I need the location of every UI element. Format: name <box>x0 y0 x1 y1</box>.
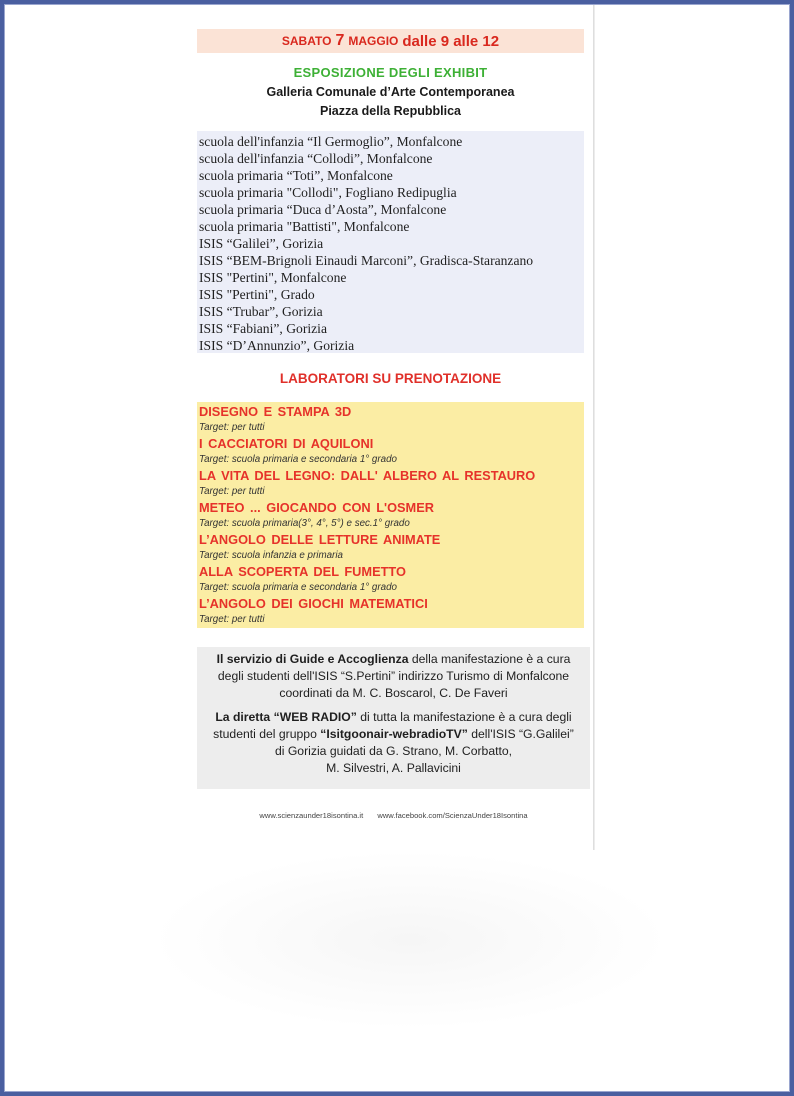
guides-line-3: coordinati da M. C. Boscarol, C. De Faveri <box>279 686 508 700</box>
school-item: scuola dell'infanzia “Il Germoglio”, Monfalcone <box>199 134 463 149</box>
website-link[interactable]: www.scienzaunder18isontina.it <box>259 811 364 820</box>
school-item: ISIS “Trubar”, Gorizia <box>199 304 323 319</box>
school-item: scuola dell'infanzia “Collodi”, Monfalcone <box>199 151 433 166</box>
school-item: ISIS “Galilei”, Gorizia <box>199 236 324 251</box>
radio-b1: “WEB RADIO” <box>273 710 357 724</box>
lab-name: METEO ... GIOCANDO CON L'OSMER <box>199 500 434 515</box>
exhibit-venue: Galleria Comunale d’Arte Contemporanea <box>266 85 515 99</box>
banner-number: 7 <box>335 32 345 49</box>
school-item: scuola primaria "Battisti", Monfalcone <box>199 219 410 234</box>
banner-time: dalle 9 alle 12 <box>402 32 500 50</box>
radio-line-3: di Gorizia guidati da G. Strano, M. Corbatto, <box>274 744 513 758</box>
radio-p3: studenti del gruppo <box>213 727 321 741</box>
radio-line-4: M. Silvestri, A. Pallavicini <box>326 761 461 775</box>
banner-month: MAGGIO <box>348 34 399 48</box>
lab-name: LA VITA DEL LEGNO: DALL' ALBERO AL RESTAURO <box>199 468 536 483</box>
lab-name: ALLA SCOPERTA DEL FUMETTO <box>199 564 406 579</box>
lab-target: Target: scuola primaria e secondaria 1° grado <box>199 454 397 465</box>
lab-name: L’ANGOLO DEI GIOCHI MATEMATICI <box>199 596 428 611</box>
school-item: ISIS “D’Annunzio”, Gorizia <box>199 338 355 353</box>
guides-rest: della manifestazione è a cura <box>408 652 571 666</box>
lab-target: Target: scuola infanzia e primaria <box>199 550 343 561</box>
lab-name: DISEGNO E STAMPA 3D <box>199 404 352 419</box>
lab-target: Target: per tutti <box>199 486 265 497</box>
facebook-link[interactable]: www.facebook.com/ScienzaUnder18Isontina <box>377 811 528 820</box>
school-item: ISIS “BEM-Brignoli Einaudi Marconi”, Gradisca-Staranzano <box>199 253 534 268</box>
radio-p1: La diretta <box>215 710 274 724</box>
lab-target: Target: scuola primaria e secondaria 1° grado <box>199 582 397 593</box>
lab-target: Target: per tutti <box>199 614 265 625</box>
labs-title: LABORATORI SU PRENOTAZIONE <box>279 371 502 386</box>
radio-b2: “Isitgoonair-webradioTV” <box>320 727 468 741</box>
radio-p4: dell'ISIS “G.Galilei” <box>467 727 574 741</box>
exhibit-title: ESPOSIZIONE DEGLI EXHIBIT <box>293 65 488 80</box>
school-item: ISIS "Pertini", Monfalcone <box>199 270 347 285</box>
lab-target: Target: scuola primaria(3°, 4°, 5°) e sec.1° grado <box>199 518 410 529</box>
guides-line-2: degli studenti dell'ISIS “S.Pertini” indirizzo Turismo di Monfalcone <box>217 669 570 683</box>
radio-p2: di tutta la manifestazione è a cura degli <box>356 710 572 724</box>
school-item: ISIS "Pertini", Grado <box>199 287 315 302</box>
school-item: ISIS “Fabiani”, Gorizia <box>199 321 327 336</box>
lab-target: Target: per tutti <box>199 422 265 433</box>
lab-name: L’ANGOLO DELLE LETTURE ANIMATE <box>199 532 441 547</box>
school-item: scuola primaria “Toti”, Monfalcone <box>199 168 393 183</box>
banner-day: SABATO <box>281 34 332 48</box>
exhibit-place: Piazza della Repubblica <box>319 104 461 118</box>
school-item: scuola primaria "Collodi", Fogliano Redipuglia <box>199 185 457 200</box>
guides-bold: Il servizio di Guide e Accoglienza <box>216 652 409 666</box>
lab-name: I CACCIATORI DI AQUILONI <box>199 436 374 451</box>
school-item: scuola primaria “Duca d’Aosta”, Monfalcone <box>199 202 447 217</box>
